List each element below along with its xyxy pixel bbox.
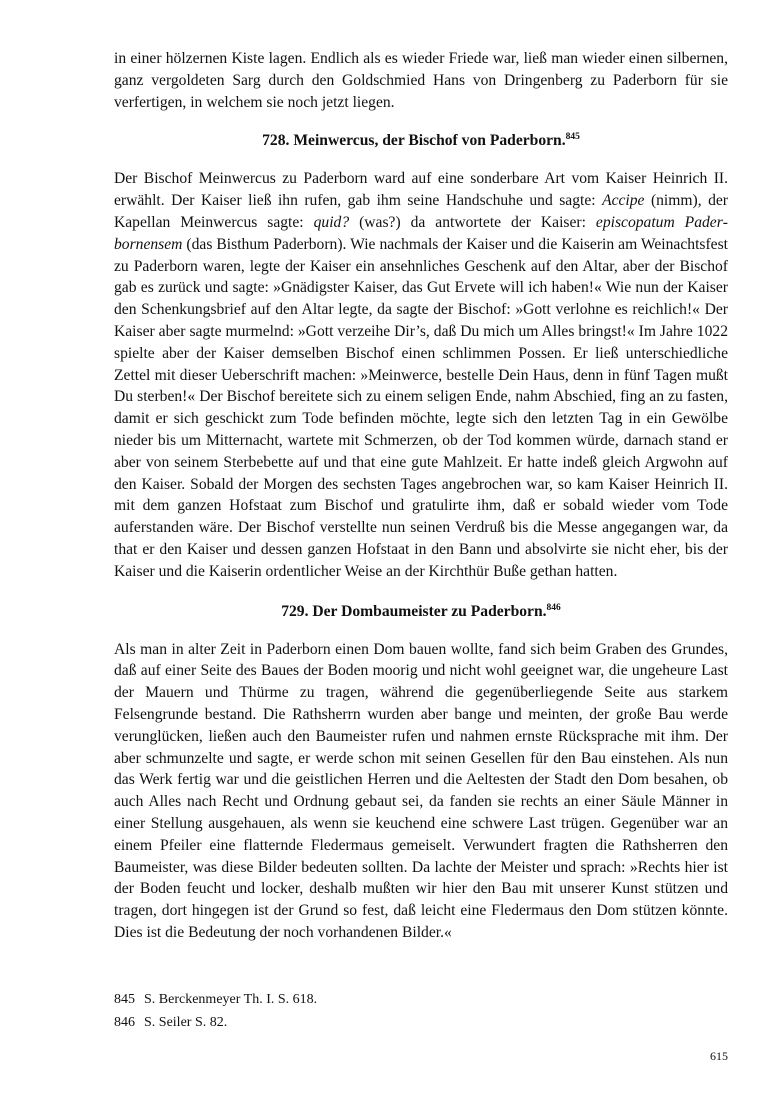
footnote-845	[114, 988, 728, 1011]
latin-episcopatum: episcopatum Paderbornensem	[114, 213, 728, 253]
heading-728-title: 728. Meinwercus, der Bischof von Paderborn.	[262, 132, 566, 150]
paragraph-728-part-c: (was?) da antwortete der Kaiser:	[349, 213, 596, 231]
paragraph-728-part-b: (nimm), der Kapellan Meinwercus sagte:	[114, 192, 728, 231]
footnote-846	[114, 1011, 728, 1034]
footnote-text: S. Berckenmeyer Th. I. S. 618.	[144, 992, 318, 1007]
footnote-text: S. Seiler S. 82.	[144, 1015, 228, 1030]
footnote-ref-845[interactable]: 845	[565, 132, 580, 143]
footnote-ref-846[interactable]: 846	[546, 602, 561, 613]
footnote-number: 846	[114, 1015, 135, 1030]
footnote-number: 845	[114, 992, 135, 1007]
intro-paragraph: in einer hölzernen Kiste lagen. Endlich als es wieder Friede war, ließ man wieder einen silbernen, ganz vergoldeten Sarg durch den Goldschmied Hans von Dringenberg zu Paderborn für sie verfertigen, in welchem sie noch jetzt liegen.	[114, 50, 728, 111]
paragraph-728	[114, 168, 728, 582]
page-body	[114, 48, 728, 944]
heading-728	[114, 130, 728, 151]
latin-accipe: Accipe	[602, 192, 645, 210]
paragraph-728-part-a: Der Bischof Meinwercus zu Paderborn ward auf eine sonderbare Art vom Kaiser Heinrich II. erwählt. Der Kaiser ließ ihn rufen, gab ihm seine Handschuhe und sagte:	[114, 170, 728, 210]
page-number: 615	[710, 1049, 728, 1063]
heading-729	[114, 601, 728, 622]
heading-729-title: 729. Der Dombaumeister zu Paderborn.	[281, 602, 547, 620]
paragraph-729: Als man in alter Zeit in Paderborn einen Dom bauen wollte, fand sich beim Graben des Grundes, daß auf einer Seite des Baues der Boden moorig und nicht wohl geeignet war, die ungeheure Last der Mauern und Thürme zu tragen, während die gegenüberliegende Seite aus starkem Felsengrunde bestand. Die Rathsherrn wurden aber bange und meinten, der große Bau werde verunglücken, ließen auch den Baumeister rufen und nahmen ernste Rücksprache mit ihm. Der aber schmunzelte und sagte, er werde schon mit seinen Gesellen für den Bau einstehen. Als nun das Werk fertig war und die geistlichen Herren und die Aeltesten der Stadt den Dom besahen, ob auch Alles nach Recht und Ordnung gebaut sei, da fanden sie rechts an einer Säule Männer in einer Stellung ausgehauen, als wenn sie keuchend eine schwere Last trügen. Gegenüber war an einem Pfeiler eine flatternde Fledermaus gemeiselt. Verwundert fragten die Rathsherren den Baumeister, was diese Bilder bedeuten sollten. Da lachte der Meister und sprach: »Rechts hier ist der Boden feucht und locker, deshalb mußten wir hier den Bau mit unserer Kunst stützen und tragen, dort hingegen ist der Grund so fest, daß leicht eine Fledermaus den Dom stützen könnte. Dies ist die Bedeutung der noch vorhandenen Bilder.«	[114, 640, 728, 941]
footnotes	[114, 988, 728, 1034]
latin-quid: quid?	[313, 213, 350, 231]
paragraph-728-part-d: (das Bisthum Paderborn). Wie nachmals der Kaiser und die Kaiserin am Weinachtsfest zu Paderborn waren, legte der Kaiser ein ansehnliches Geschenk auf den Altar, aber der Bischof gab es zurück und sagte: »Gnädigster Kaiser, das Gut Ervete will ich haben!« Wie nun der Kaiser den Schenkungsbrief auf den Altar legte, da sagte der Bischof: »Gott verlohne es reichlich!« Der Kaiser aber sagte murmelnd: »Gott verzeihe Dir’s, daß Du mich um Alles bringst!« Im Jahre 1022 spielte aber der Kaiser demselben Bischof einen schlimmen Possen. Er ließ unterschiedliche Zettel mit dieser Ueberschrift machen: »Meinwerce, bestelle Dein Haus, denn in fünf Tagen mußt Du sterben!« Der Bischof bereitete sich zu einem seligen Ende, nahm Abschied, fing an zu fasten, damit er sich geschickt zum Tode befinden möchte, legte sich den letzten Tag in ein Gewölbe nieder bis um Mitternacht, wartete mit Schmerzen, ob der Tod kommen würde, darnach stand er aber von seinem Sterbebette auf und that eine gute Mahlzeit. Er hatte indeß gleich Argwohn auf den Kaiser. Sobald der Morgen des sechsten Tages angebrochen war, so kam Kaiser Heinrich II. mit dem ganzen Hofstaat zum Bischof und gratulirte ihm, daß er sobald wieder vom Tode auferstanden wäre. Der Bischof verstellte nun seinen Verdruß bis die Messe angegangen war, da that er den Kaiser und dessen ganzen Hofstaat in den Bann und absolvirte sie nicht eher, bis der Kaiser und die Kaiserin ordentlicher Weise an der Kirchthür Buße gethan hatten.	[114, 235, 728, 580]
